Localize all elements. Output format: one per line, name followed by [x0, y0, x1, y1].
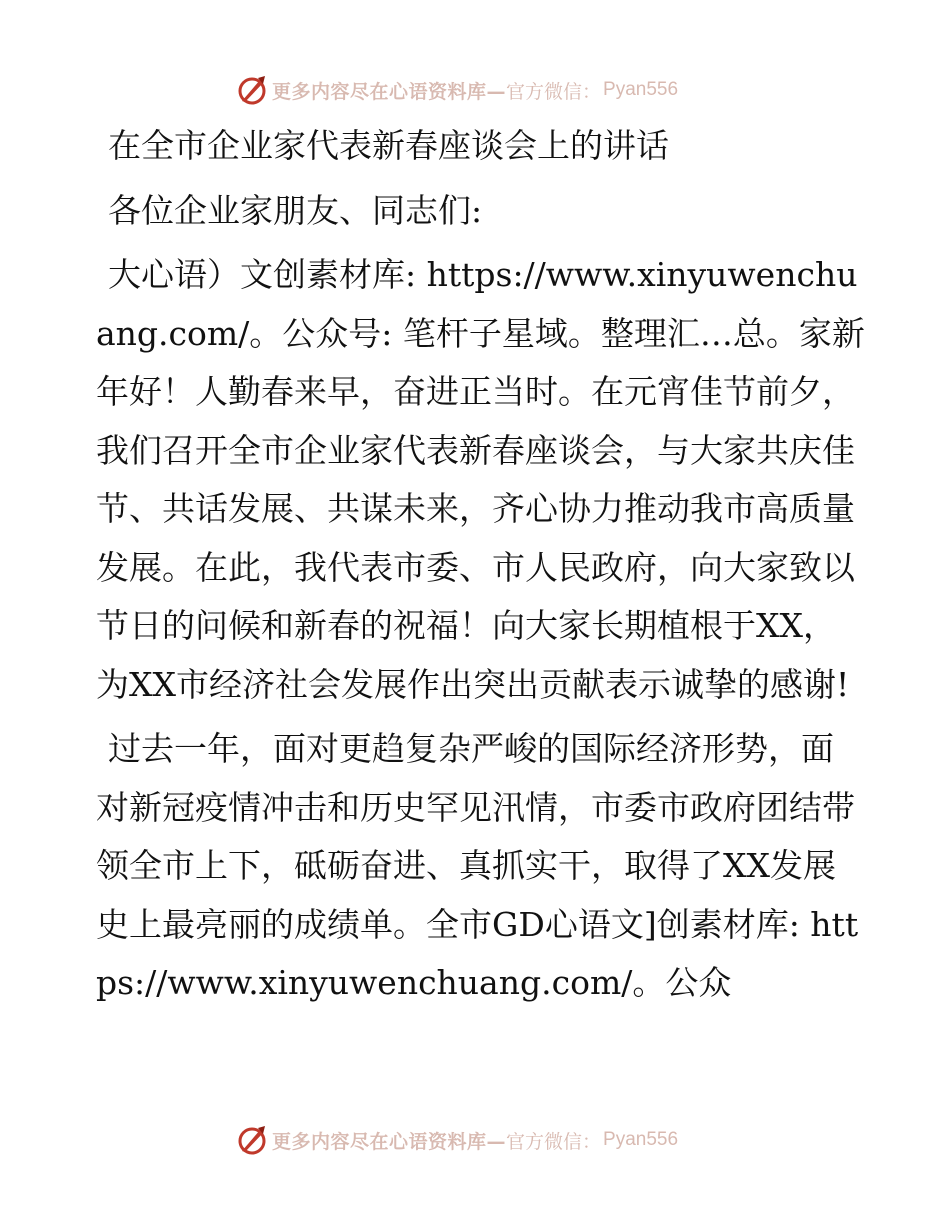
paragraph-1: 大心语）文创素材库: https://www.xinyuwenchuang.com/。公众号: 笔杆子星域。整理汇…总。家新年好！人勤春来早，奋进正当时。在元宵佳节前夕，我们召开全市企业家代表新春座谈会，与大家共庆佳节、共话发展、共谋未来，齐心协力推动我市高质量发展。在此，我代表市委、市人民政府，向大家致以节日的问候和新春的祝福！向大家长期植根于XX，为XX市经济社会发展作出突出贡献表示诚挚的感谢! [96, 255, 865, 704]
banner-slogan: 更多内容尽在心语资料库— [272, 1130, 507, 1153]
footer-banner [236, 1122, 716, 1158]
banner-wechat-label: 官方微信： [506, 1130, 602, 1153]
quill-logo-icon [236, 1124, 268, 1156]
banner-wechat-id: Pyan556 [603, 1129, 679, 1150]
banner-wechat-id: Pyan556 [603, 79, 679, 100]
banner-slogan: 更多内容尽在心语资料库— [272, 80, 507, 103]
salutation: 各位企业家朋友、同志们: [108, 190, 483, 230]
paragraph-2: 过去一年，面对更趋复杂严峻的国际经济形势，面对新冠疫情冲击和历史罕见汛情，市委市政府团结带领全市上下，砥砺奋进、真抓实干，取得了XX发展史上最亮丽的成绩单。全市GD心语文]创素材库: https://www.xinyuwenchuang.com/。公众 [96, 729, 859, 1002]
document-title: 在全市企业家代表新春座谈会上的讲话 [108, 126, 669, 165]
quill-logo-icon [236, 74, 268, 106]
document-body [96, 117, 866, 1019]
banner-wechat-label: 官方微信： [506, 80, 602, 103]
header-banner [236, 72, 716, 108]
